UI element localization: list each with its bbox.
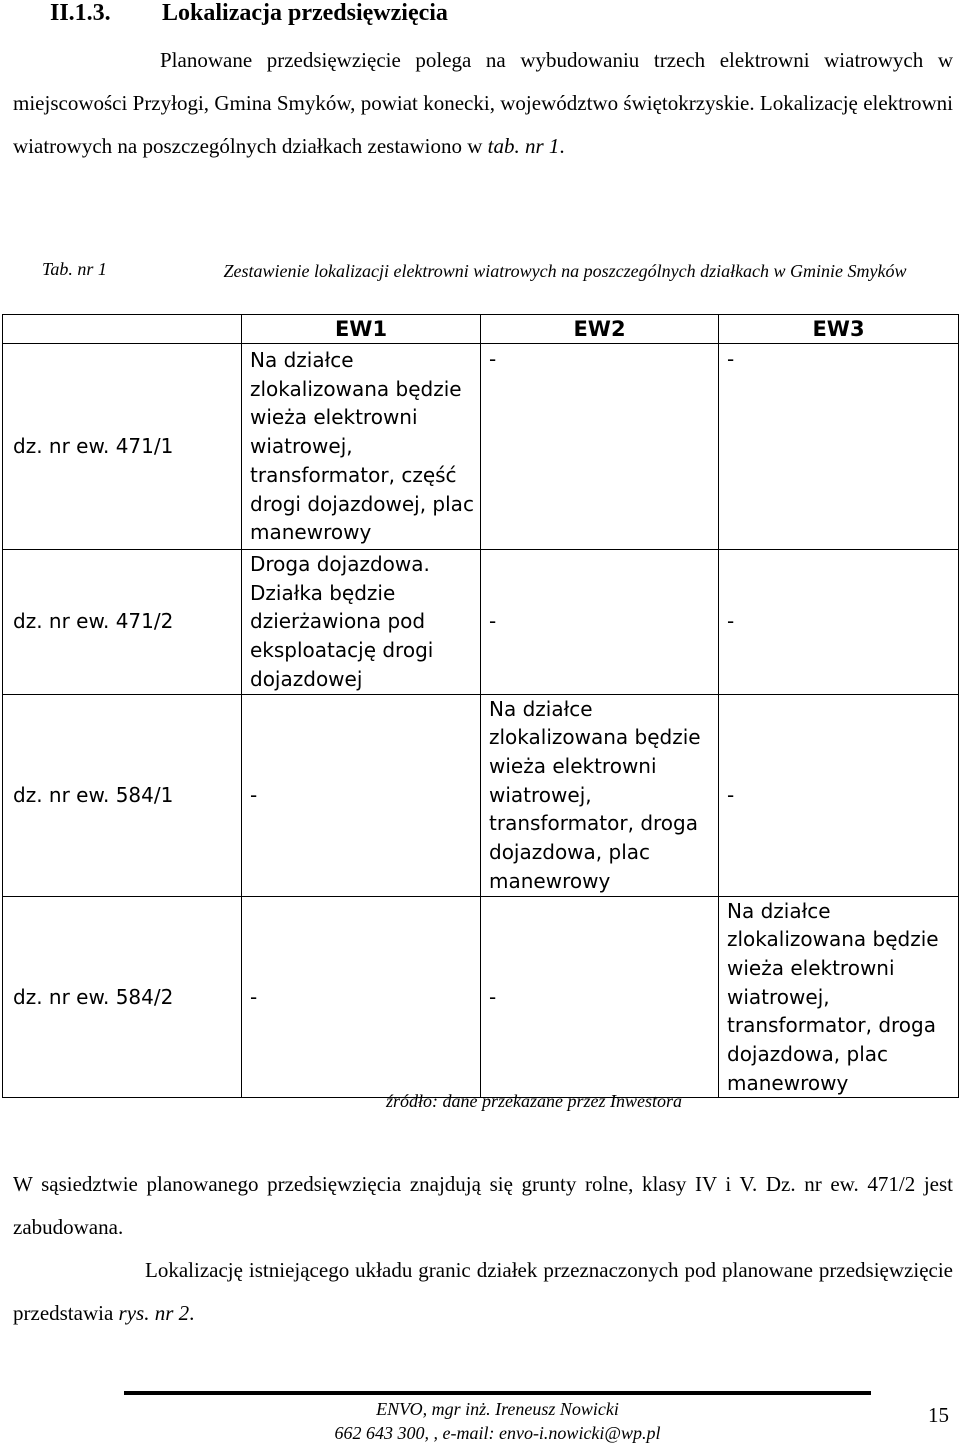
table-reference-link: tab. nr 1 — [487, 134, 560, 158]
table-row — [3, 344, 959, 550]
footer-contact: 662 643 300, , e-mail: envo-i.nowicki@wp.pl — [334, 1423, 661, 1443]
parcel-cell: dz. nr ew. 471/1 — [3, 344, 242, 550]
figure-reference-link: rys. nr 2 — [118, 1301, 190, 1325]
intro-end: . — [559, 134, 565, 158]
boundaries-paragraph — [13, 1249, 953, 1335]
section-heading — [50, 0, 448, 28]
table-row — [3, 694, 959, 896]
table-cell: - — [481, 550, 719, 695]
intro-paragraph — [13, 39, 953, 168]
section-number: II.1.3. — [50, 0, 111, 26]
table-cell: - — [719, 550, 959, 695]
column-header — [3, 315, 242, 344]
section-title: Lokalizacja przedsięwzięcia — [162, 0, 448, 26]
table-cell: Na działce zlokalizowana będzie wieża elektrowni wiatrowej, transformator, część drogi dojazdowej, plac manewrowy — [242, 344, 481, 550]
table-row — [3, 550, 959, 695]
footer-divider — [124, 1391, 871, 1395]
boundaries-text: Lokalizację istniejącego układu granic działek przeznaczonych pod planowane przedsięwzięcie przedstawia — [13, 1258, 953, 1325]
parcel-cell: dz. nr ew. 584/1 — [3, 694, 242, 896]
table-cell: - — [719, 694, 959, 896]
column-header-ew2: EW2 — [481, 315, 719, 344]
table-ref: Tab. nr 1 — [42, 259, 107, 279]
column-header-ew1: EW1 — [242, 315, 481, 344]
table-cell: Droga dojazdowa. Działka będzie dzierżawiona pod eksploatację drogi dojazdowej — [242, 550, 481, 695]
intro-text: Planowane przedsięwzięcie polega na wybudowaniu trzech elektrowni wiatrowych w miejscowości Przyłogi, Gmina Smyków, powiat konecki, województwo świętokrzyskie. Lokalizację elektrowni wiatrowych na poszczególnych działkach zestawiono w — [13, 48, 953, 158]
table-cell: - — [242, 694, 481, 896]
table-caption: Zestawienie lokalizacji elektrowni wiatrowych na poszczególnych działkach w Gminie Smyków — [223, 261, 907, 281]
parcel-cell: dz. nr ew. 584/2 — [3, 896, 242, 1098]
table-cell: Na działce zlokalizowana będzie wieża elektrowni wiatrowej, transformator, droga dojazdowa, plac manewrowy — [481, 694, 719, 896]
neighbourhood-paragraph: W sąsiedztwie planowanego przedsięwzięcia znajdują się grunty rolne, klasy IV i V. Dz. nr ew. 471/2 jest zabudowana. — [13, 1172, 953, 1239]
page-number: 15 — [928, 1403, 949, 1427]
column-header-ew3: EW3 — [719, 315, 959, 344]
boundaries-end: . — [189, 1301, 195, 1325]
table-cell: - — [481, 344, 719, 550]
table-row — [3, 896, 959, 1098]
table-cell: - — [481, 896, 719, 1098]
table-cell: - — [242, 896, 481, 1098]
footer-author: ENVO, mgr inż. Ireneusz Nowicki — [376, 1399, 619, 1419]
table-header-row — [3, 315, 959, 344]
location-table — [2, 314, 959, 1098]
table-cell: Na działce zlokalizowana będzie wieża elektrowni wiatrowej, transformator, droga dojazdowa, plac manewrowy — [719, 896, 959, 1098]
parcel-cell: dz. nr ew. 471/2 — [3, 550, 242, 695]
table-cell: - — [719, 344, 959, 550]
table-source: źródło: dane przekazane przez Inwestora — [386, 1091, 682, 1111]
page-footer — [124, 1397, 871, 1445]
